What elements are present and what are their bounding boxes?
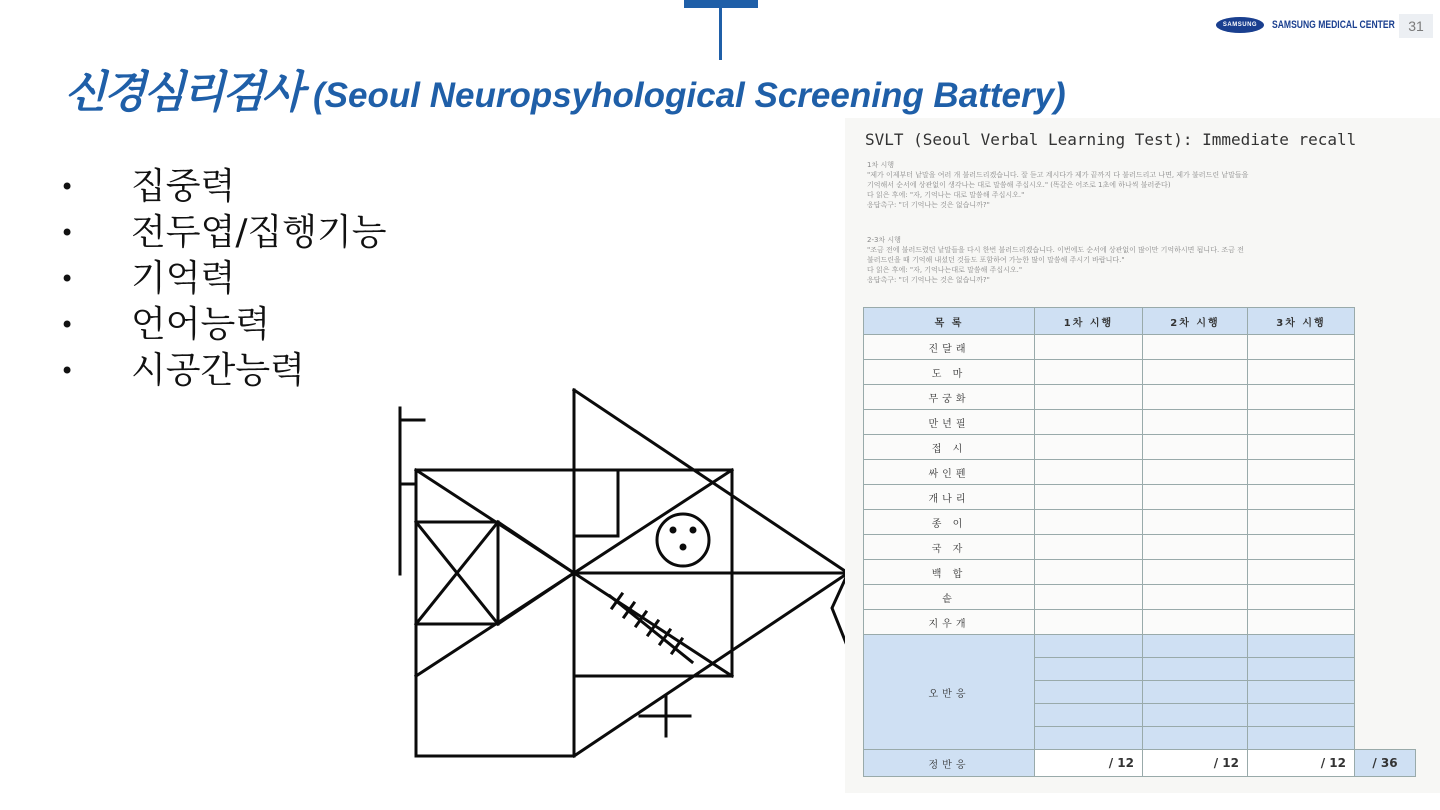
table-row: 무궁화 xyxy=(864,385,1416,410)
column-header: 1차 시행 xyxy=(1035,308,1143,335)
slide-title xyxy=(64,56,1066,120)
correct-response-label: 정반응 xyxy=(864,750,1035,777)
table-row: 지우개 xyxy=(864,610,1416,635)
table-header-row xyxy=(864,308,1416,335)
trial1-score: / 12 xyxy=(1035,750,1143,777)
bullet-item: • 기억력 xyxy=(60,256,387,302)
table-row: 만년필 xyxy=(864,410,1416,435)
column-header: 3차 시행 xyxy=(1248,308,1355,335)
bullet-item: • 언어능력 xyxy=(60,302,387,348)
total-score: / 36 xyxy=(1355,750,1416,777)
trial23-instructions: 2-3차 시행 "조금 전에 불러드렸던 낱말들을 다시 한번 불러드리겠습니다. 이번에도 순서에 상관없이 많이만 기억하시면 됩니다. 조금 전 불러드린을 때 기억해 내셨던 것들도 포함하여 가능한 많이 말씀해 주시기 바랍니다." 다 읽은 후에: "자, 기억나는대로 말씀해 주십시오." 응답촉구: "더 기억나는 것은 없습니까?" xyxy=(867,236,1244,284)
svlt-score-table xyxy=(863,307,1416,777)
rey-complex-figure xyxy=(370,384,870,764)
title-korean: 신경심리검사 xyxy=(64,67,302,118)
table-row: 도 마 xyxy=(864,360,1416,385)
bullet-dot: • xyxy=(60,357,75,385)
trial3-score: / 12 xyxy=(1248,750,1355,777)
table-row: 백 합 xyxy=(864,560,1416,585)
bullet-item: • 시공간능력 xyxy=(60,348,387,394)
title-english: (Seoul Neuropsyhological Screening Battery) xyxy=(313,76,1066,115)
bullet-dot: • xyxy=(60,311,75,339)
bullet-dot: • xyxy=(60,265,75,293)
wrong-response-label: 오반응 xyxy=(864,635,1035,750)
logo-text: SAMSUNG MEDICAL CENTER xyxy=(1272,19,1395,31)
table-row: 싸인펜 xyxy=(864,460,1416,485)
page-number: 31 xyxy=(1399,14,1433,38)
bullet-item: • 집중력 xyxy=(60,164,387,210)
wrong-response-row xyxy=(864,635,1416,658)
samsung-logo-badge: SAMSUNG xyxy=(1216,17,1264,33)
bullet-item: • 전두엽/집행기능 xyxy=(60,210,387,256)
column-header: 2차 시행 xyxy=(1143,308,1248,335)
column-header: 목 록 xyxy=(864,308,1035,335)
trial1-instructions: 1차 시행 "제가 이제부터 낱말을 여러 개 불러드리겠습니다. 잘 듣고 계시다가 제가 끝까지 다 불러드리고 나면, 제가 불러드린 낱말들을 기억해서 순서에 상관없이 생각나는 대로 말씀해 주십시오." (똑같은 어조로 1초에 하나씩 불러준다) 다 읽은 후에: "자, 기억나는 대로 말씀해 주십시오." 응답촉구: "더 기억나는 것은 없습니까?" xyxy=(867,161,1249,209)
bullet-dot: • xyxy=(60,173,75,201)
svlt-title: SVLT (Seoul Verbal Learning Test): Immediate recall xyxy=(865,130,1357,149)
table-row: 국 자 xyxy=(864,535,1416,560)
bullet-dot: • xyxy=(60,219,75,247)
table-row: 종 이 xyxy=(864,510,1416,535)
table-row: 진달래 xyxy=(864,335,1416,360)
table-row: 접 시 xyxy=(864,435,1416,460)
samsung-medical-center-logo xyxy=(1216,17,1429,33)
correct-response-row xyxy=(864,750,1416,777)
top-accent-bar xyxy=(684,0,758,8)
table-row: 솥 xyxy=(864,585,1416,610)
bullet-list xyxy=(60,164,387,394)
table-row: 개나리 xyxy=(864,485,1416,510)
trial2-score: / 12 xyxy=(1143,750,1248,777)
top-accent-line xyxy=(719,8,722,60)
